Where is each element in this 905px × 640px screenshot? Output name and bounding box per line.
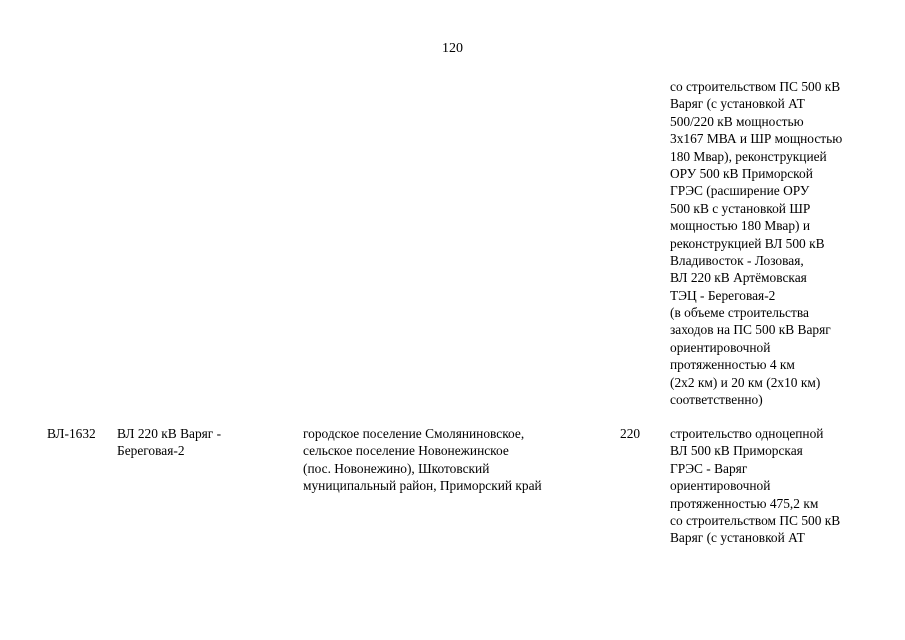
text-line: реконструкцией ВЛ 500 кВ bbox=[670, 235, 825, 251]
text-line: муниципальный район, Приморский край bbox=[303, 478, 542, 494]
table-cell-description bbox=[670, 425, 840, 547]
text-line: (2х2 км) и 20 км (2х10 км) bbox=[670, 374, 821, 390]
text-line: со строительством ПС 500 кВ bbox=[670, 79, 841, 94]
text-line: 180 Мвар), реконструкцией bbox=[670, 148, 827, 164]
text-line: протяженностью 4 км bbox=[670, 357, 795, 373]
text-line: 500/220 кВ мощностью bbox=[670, 113, 804, 129]
text-line: ВЛ 220 кВ Варяг - bbox=[117, 426, 222, 441]
text-line: ВЛ 220 кВ Артёмовская bbox=[670, 270, 807, 286]
text-line: ТЭЦ - Береговая-2 bbox=[670, 287, 776, 303]
text-line: строительство одноцепной bbox=[670, 426, 824, 441]
table-cell-code bbox=[47, 425, 96, 442]
text-line: протяженностью 475,2 км bbox=[670, 495, 819, 511]
table-cell-name bbox=[117, 425, 221, 460]
text-line: городское поселение Смоляниновское, bbox=[303, 426, 525, 441]
text-line: мощностью 180 Мвар) и bbox=[670, 218, 811, 234]
table-cell-location bbox=[303, 425, 542, 495]
text-line: Береговая-2 bbox=[117, 443, 185, 459]
text-line: 500 кВ с установкой ШР bbox=[670, 200, 811, 216]
text-line: Владивосток - Лозовая, bbox=[670, 252, 804, 268]
text-line: ориентировочной bbox=[670, 478, 771, 494]
text-line: (в объеме строительства bbox=[670, 305, 809, 321]
text-line: соответственно) bbox=[670, 392, 763, 408]
text-line: ВЛ-1632 bbox=[47, 426, 96, 441]
text-line: со строительством ПС 500 кВ bbox=[670, 512, 841, 528]
page-number: 120 bbox=[442, 41, 463, 56]
text-line: ГРЭС (расширение ОРУ bbox=[670, 183, 810, 199]
text-line: сельское поселение Новонежинское bbox=[303, 443, 509, 459]
text-line: ВЛ 500 кВ Приморская bbox=[670, 443, 803, 459]
text-line: 220 bbox=[620, 426, 641, 441]
text-line: (пос. Новонежино), Шкотовский bbox=[303, 460, 490, 476]
continued-description bbox=[670, 78, 842, 408]
table-cell-voltage bbox=[620, 425, 640, 442]
text-line: 3х167 МВА и ШР мощностью bbox=[670, 131, 843, 147]
text-line: Варяг (с установкой АТ bbox=[670, 96, 805, 112]
text-line: ГРЭС - Варяг bbox=[670, 460, 748, 476]
text-line: заходов на ПС 500 кВ Варяг bbox=[670, 322, 831, 338]
text-line: ОРУ 500 кВ Приморской bbox=[670, 165, 813, 181]
text-line: Варяг (с установкой АТ bbox=[670, 530, 805, 546]
text-line: ориентировочной bbox=[670, 339, 771, 355]
